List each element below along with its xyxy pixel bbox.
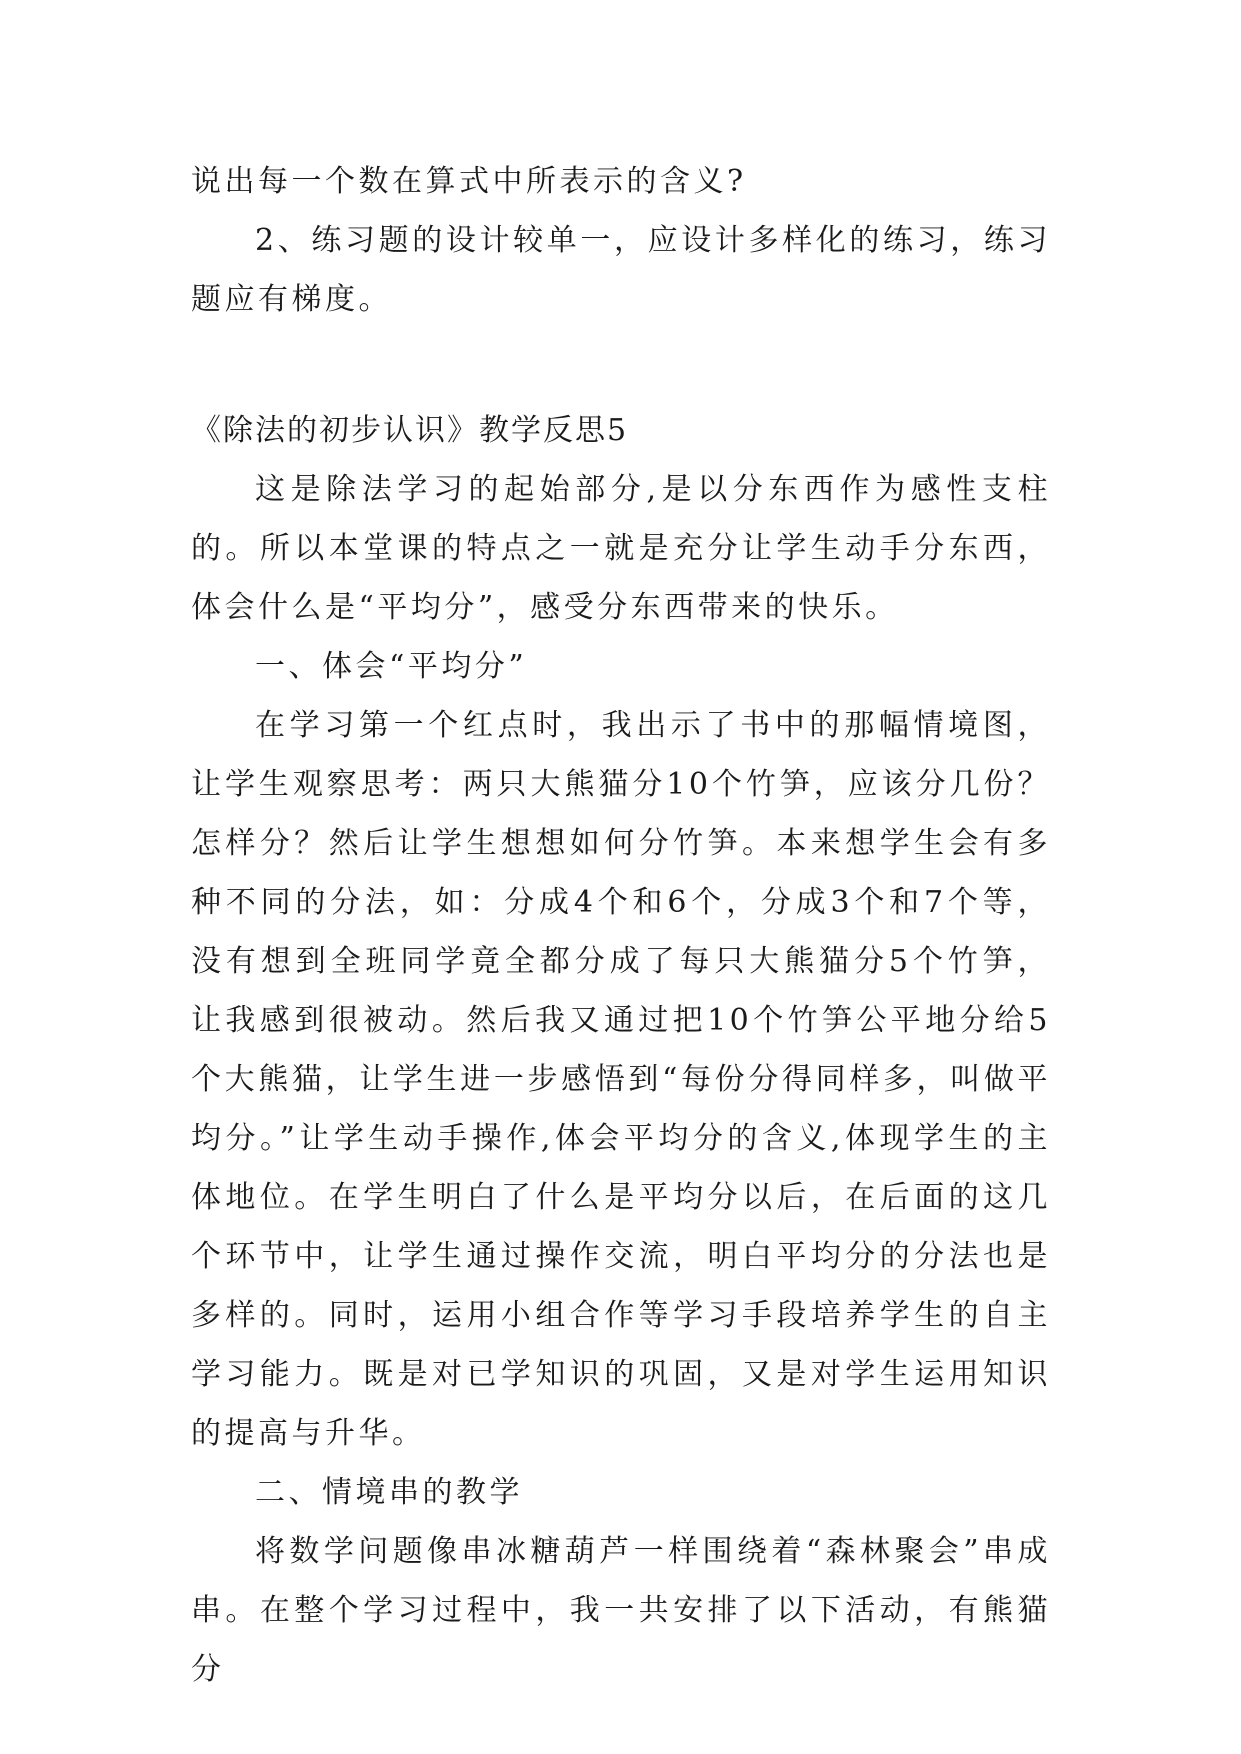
section-title: 《除法的初步认识》教学反思5 (191, 413, 629, 448)
paragraph-body-2: 将数学问题像串冰糖葫芦一样围绕着“森林聚会”串成串。在整个学习过程中，我一共安排了以下活动，有熊猫分 (191, 1534, 1051, 1687)
document-body (191, 152, 1051, 1699)
subheading-2: 二、情境串的教学 (255, 1475, 523, 1510)
paragraph-continued: 说出每一个数在算式中所表示的含义? (191, 164, 747, 199)
paragraph-intro: 这是除法学习的起始部分,是以分东西作为感性支柱的。所以本堂课的特点之一就是充分让学生动手分东西，体会什么是“平均分”，感受分东西带来的快乐。 (191, 472, 1051, 625)
subheading-1: 一、体会“平均分” (255, 649, 528, 684)
paragraph-body-1: 在学习第一个红点时，我出示了书中的那幅情境图，让学生观察思考：两只大熊猫分10个竹笋，应该分几份？怎样分？然后让学生想想如何分竹笋。本来想学生会有多种不同的分法，如：分成4个和6个，分成3个和7个等，没有想到全班同学竟全都分成了每只大熊猫分5个竹笋，让我感到很被动。然后我又通过把10个竹笋公平地分给5个大熊猫，让学生进一步感悟到“每份分得同样多，叫做平均分。”让学生动手操作,体会平均分的含义,体现学生的主体地位。在学生明白了什么是平均分以后，在后面的这几个环节中，让学生通过操作交流，明白平均分的分法也是多样的。同时，运用小组合作等学习手段培养学生的自主学习能力。既是对已学知识的巩固，又是对学生运用知识的提高与升华。 (191, 708, 1051, 1451)
section-spacer (191, 329, 1051, 401)
paragraph-practice-note: 2、练习题的设计较单一，应设计多样化的练习，练习题应有梯度。 (191, 223, 1051, 317)
